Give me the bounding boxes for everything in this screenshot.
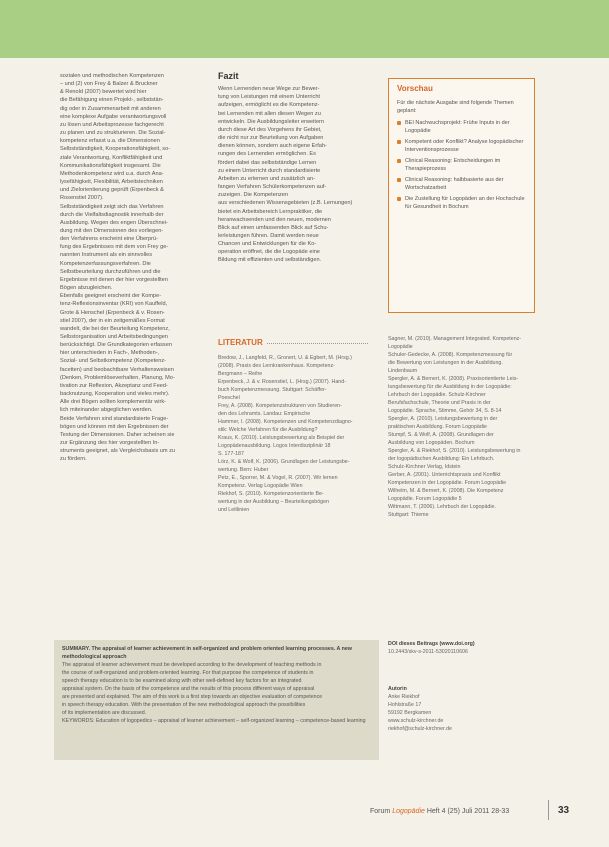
body-line: bögen und können mit den Ergebnissen der bbox=[60, 423, 169, 430]
reference-line: Spergler, A. & Riekhof, S. (2010). Leistungsbewertung in bbox=[388, 448, 521, 454]
body-line: Grote & Henschel (Erpenbeck & v. Rosen- bbox=[60, 309, 165, 316]
fazit-line: Chancen und Entwicklungen für die Ko- bbox=[218, 241, 317, 248]
vorschau-item bbox=[397, 138, 526, 154]
fazit-line: Bildung mit effizienten und selbständigen. bbox=[218, 257, 322, 264]
body-line: lich miteinander abgeglichen werden. bbox=[60, 407, 153, 414]
doi-value[interactable]: 10.2443/skv-s-2011-53020110606 bbox=[388, 649, 468, 655]
reference-line: und Leitlinien bbox=[218, 507, 250, 513]
summary-line: in speech therapy education. With the presentation of the new methodological approach the possibilities bbox=[62, 702, 306, 708]
body-line: Bögen abzugleichen. bbox=[60, 285, 113, 292]
fazit-line: Blick auf einen umfassenden Blick auf Schu- bbox=[218, 224, 329, 231]
body-line: zu lösen und Arbeitsprozesse fachgerecht bbox=[60, 121, 164, 128]
reference-line: Bergmann – Reihe bbox=[218, 371, 263, 377]
page-number: 33 bbox=[558, 805, 570, 816]
vorschau-list bbox=[397, 119, 526, 211]
left-column-text bbox=[60, 72, 208, 464]
body-line: – und (2) von Frey & Balzer & Bruckner bbox=[60, 81, 158, 88]
body-line: durch die Vielfaltsdiagnostik innerhalb der bbox=[60, 211, 164, 218]
body-line: Ergebnisse mit denen der hier vorgestellten bbox=[60, 276, 168, 283]
author-line: Anke Riekhof bbox=[388, 694, 420, 700]
vorschau-intro: Für die nächste Ausgabe sind folgende Themen geplant: bbox=[397, 100, 514, 114]
summary-title: SUMMARY. The appraisal of learner achievement in self-organized and problem oriented learning processes. A new methodological approach bbox=[62, 646, 352, 660]
body-line: zur Ergänzung des hier vorgestellten In- bbox=[60, 440, 160, 447]
reference-line: Gerber, A. (2001). Unterrichtspraxis und Konflikt bbox=[388, 472, 501, 478]
header-band bbox=[0, 0, 609, 58]
body-line: kompetenz erfasst u.a. die Dimensionen bbox=[60, 138, 160, 145]
fazit-line: entwickeln. Die Ausbildungsleiter erweitern bbox=[218, 118, 325, 125]
author-line: www.schulz-kirchner.de bbox=[388, 718, 444, 724]
reference-line: Lörz, K. & Wolf, K. (2006). Grundlagen der Leistungsbe- bbox=[218, 459, 350, 465]
author-details bbox=[388, 693, 538, 733]
summary-line: of its implementation are discussed. bbox=[62, 710, 147, 716]
body-line: berücksichtigt. Die Grundkategorien erfassen bbox=[60, 342, 172, 349]
reference-line: Spergler, A. (2010). Leistungsbewertung in der bbox=[388, 416, 498, 422]
vorschau-title: Vorschau bbox=[397, 84, 433, 93]
body-line: den Verfahrens erscheint eine Überprü- bbox=[60, 236, 158, 243]
fazit-heading: Fazit bbox=[218, 71, 239, 81]
reference-line: Riekhof, S. (2010). Kompetenzorientierte Be- bbox=[218, 491, 324, 497]
body-line: Methodenkompetenz wird u.a. durch Ana- bbox=[60, 170, 164, 177]
body-line: dung mit den Dimensionen des vorliegen- bbox=[60, 227, 164, 234]
fazit-line: tung von Leistungen mit einem Unterricht bbox=[218, 94, 320, 101]
vorschau-item bbox=[397, 157, 526, 173]
reference-line: Wittmann, T. (2006). Lehrbuch der Logopädie. bbox=[388, 504, 496, 510]
body-line: tivation zur Reflexion, Akzeptanz und Feed- bbox=[60, 382, 168, 389]
fazit-line: bei Lernenden mit allen diesen Wegen zu bbox=[218, 110, 321, 117]
body-line: Selbstständigkeit zeigt sich das Verfahren bbox=[60, 203, 164, 210]
footer-brand: Logopädie bbox=[392, 808, 425, 815]
fazit-line: zu einem Unterricht durch standardisierte bbox=[218, 167, 321, 174]
reference-line: wertung. Bern: Huber bbox=[218, 467, 269, 473]
fazit-line: bietet ein Arbeitsbereich Lernpraktiker, die bbox=[218, 208, 323, 215]
vorschau-item bbox=[397, 176, 526, 192]
reference-line: Petz, E., Sporrer, M. & Vogel, R. (2007). Wir lernen bbox=[218, 475, 338, 481]
body-line: zu fördern. bbox=[60, 456, 87, 463]
body-line: tenz-Reflexionsinventar (KRI) von Kauffeld, bbox=[60, 301, 168, 308]
fazit-line: Arbeiten zu erlernen und zusätzlich an- bbox=[218, 175, 316, 182]
bullet-icon bbox=[397, 159, 401, 163]
body-line: Ebenfalls geeignet erscheint der Kompe- bbox=[60, 293, 162, 300]
author-label: Autorin bbox=[388, 686, 407, 692]
reference-line: Schuler-Gedecke, A. (2008). Kompetenzmessung für bbox=[388, 352, 513, 358]
summary-body bbox=[62, 661, 371, 717]
reference-line: buch Kompetenzmessung. Stuttgart: Schäffer- bbox=[218, 387, 327, 393]
body-line: & Renold (2007) bewertet wird hier bbox=[60, 89, 147, 96]
reference-line: Logopädie. Forum Logopädie 5 bbox=[388, 496, 462, 502]
fazit-line: zuzeigen. Die Kompetenzen bbox=[218, 192, 288, 199]
reference-line: Hammer, I. (2008). Kompetenzen und Kompetenzdiagno- bbox=[218, 419, 353, 425]
body-line: nannten Instrument als ein sinnvolles bbox=[60, 252, 153, 259]
body-line: die Befähigung einen Projekt-, selbststän- bbox=[60, 97, 164, 104]
body-line: ziale Verantwortung, Konfliktfähigkeit und bbox=[60, 154, 163, 161]
fazit-line: Wenn Lernenden neue Wege zur Bewer- bbox=[218, 86, 320, 93]
fazit-line: fördert dabei das selbstständige Lernen bbox=[218, 159, 317, 166]
reference-line: Bredow, J., Langfeld, R., Gronert, U. & Egbert, M. (Hrsg.) bbox=[218, 355, 352, 361]
author-line: riekhof@schulz-kirchner.de bbox=[388, 726, 452, 732]
body-line: Selbstbeurteilung durchzuführen und die bbox=[60, 268, 161, 275]
reference-line: (2008). Praxis des Lernkrankenhaus. Kompetenz- bbox=[218, 363, 335, 369]
body-line: Ausbildung. Wegen des engen Überschnei- bbox=[60, 219, 168, 226]
body-line: lysefähigkeit, Flexibilität, Arbeitstechniken bbox=[60, 179, 163, 186]
literatur-heading: LITERATUR bbox=[218, 338, 267, 347]
footer-issue: Heft 4 (25) Juli 2011 28-33 bbox=[426, 808, 510, 815]
reference-line: die Bewertung von Leistungen in der Ausbildung. bbox=[388, 360, 503, 366]
vorschau-item bbox=[397, 119, 526, 135]
bullet-icon bbox=[397, 121, 401, 125]
reference-line: Spergler, A. & Bernert, K. (2008). Praxisorientierte Leis- bbox=[388, 376, 519, 382]
body-line: Sozial- und Selbstkompetenz (Kompetenz- bbox=[60, 358, 167, 365]
reference-line: Frey, A. (2008). Kompetenzstrukturen von Studieren- bbox=[218, 403, 342, 409]
reference-line: wertung in der Ausbildung – Beurteilungsbögen bbox=[218, 499, 330, 505]
bullet-icon bbox=[397, 140, 401, 144]
reference-line: Wilhelm, M. & Bernert, K. (2008). Die Kompetenz bbox=[388, 488, 504, 494]
summary-keywords: KEYWORDS: Education of logopedics – appraisal of learner achievement – self-organized learning – competence-based learning bbox=[62, 718, 366, 724]
footer-divider bbox=[548, 800, 549, 820]
author-block bbox=[388, 685, 538, 733]
reference-line: Schulz-Kirchner Verlag, Idstein bbox=[388, 464, 461, 470]
fazit-line: lerleistungen führen. Damit werden neue bbox=[218, 232, 319, 239]
vorschau-item-text: Kompetent oder Konflikt? Analyse logopädischer Interventionsprozesse bbox=[405, 139, 524, 153]
body-line: stiel 2007), der in ein zeitgemäßes Format bbox=[60, 317, 165, 324]
body-line: (Denken, Problemlöseverhalten, Planung, Mo- bbox=[60, 374, 175, 381]
bullet-icon bbox=[397, 178, 401, 182]
summary-line: appraisal system. On the basis of the competence and the results of this process different ways of appraisal bbox=[62, 686, 315, 692]
author-line: Hohlstraße 17 bbox=[388, 702, 422, 708]
summary-line: are presented and explained. The aim of this work is a first step towards an objective evaluation of competence bbox=[62, 694, 323, 700]
body-line: fung des Ergebnisses mit dem von Frey ge- bbox=[60, 244, 169, 251]
body-line: und Zielorientierung geprüft (Erpenbeck & bbox=[60, 187, 164, 194]
vorschau-box bbox=[388, 78, 535, 313]
summary-line: speech therapy education is to be examined along with other well-defined key factors for an integrated bbox=[62, 678, 302, 684]
reference-line: Logopädenausbildung. Logos Interdisziplinär 18 bbox=[218, 443, 331, 449]
body-line: hier unterschieden in Fach-, Methoden-, bbox=[60, 350, 160, 357]
body-line: Selbstorganisation und Arbeitsbedingungen bbox=[60, 334, 168, 340]
fazit-line: operation eröffnet, die die Logopäde eine bbox=[218, 249, 320, 256]
body-line: backnutzung, Kooperation und vieles mehr). bbox=[60, 391, 170, 398]
vorschau-item-text: BEI Nachwuchsprojekt: Frühe Inputs in der Logopädie bbox=[405, 120, 510, 134]
fazit-section bbox=[218, 72, 373, 265]
body-line: Kompetenzerfassungsverfahren. Die bbox=[60, 260, 151, 267]
vorschau-item-text: Die Zustellung für Logopäden an der Hochschule für Gesundheit in Bochum bbox=[405, 196, 525, 210]
body-line: Rosenstiel 2007). bbox=[60, 195, 104, 202]
bullet-icon bbox=[397, 197, 401, 201]
vorschau-item bbox=[397, 195, 526, 211]
reference-line: Kompetenzen in der Logopädie. Forum Logopädie bbox=[388, 480, 507, 486]
footer-prefix: Forum bbox=[370, 808, 391, 815]
reference-line: Logopädie. Sprache, Stimme, Gehör 34, S. 8-14 bbox=[388, 408, 502, 414]
reference-line: Berufsfachschule, Theorie und Praxis in der bbox=[388, 400, 491, 406]
reference-line: Lindenbaum bbox=[388, 368, 418, 374]
summary-box bbox=[54, 640, 379, 760]
fazit-line: die nicht nur zur Beurteilung von Aufgaben bbox=[218, 135, 324, 142]
reference-line: den des Lehramts. Landau: Empirische bbox=[218, 411, 311, 417]
body-line: Alle drei Bögen sollten komplementär wirk- bbox=[60, 399, 167, 406]
reference-line: Logopädie bbox=[388, 344, 413, 350]
reference-line: Kraus, K. (2010). Leistungsbewertung als Beispiel der bbox=[218, 435, 345, 441]
reference-line: Poeschel bbox=[218, 395, 240, 401]
literatur-list-left bbox=[218, 354, 373, 514]
fazit-line: durch diese Art des Vorgehens ihr Gebiet, bbox=[218, 126, 322, 133]
doi-block bbox=[388, 640, 538, 656]
summary-line: the course of self-organized and problem-oriented learning. For that purpose the competence of students in bbox=[62, 670, 314, 676]
author-line: 59192 Bergkamen bbox=[388, 710, 432, 716]
body-line: zu planen und zu strukturieren. Die Sozial- bbox=[60, 130, 166, 137]
body-line: Beide Verfahren sind standardisierte Frage- bbox=[60, 415, 169, 422]
reference-line: Kompetenz. Verlag Logopädie Wien bbox=[218, 483, 303, 489]
reference-line: der logopädischen Ausbildung: Ein Lehrbuch. bbox=[388, 456, 495, 462]
literatur-list-right bbox=[388, 335, 538, 519]
page-footer bbox=[370, 808, 509, 815]
body-line: sozialen und methodischen Kompetenzen bbox=[60, 73, 164, 79]
reference-line: Sagner, M. (2010). Management Integrated. Kompetenz- bbox=[388, 336, 522, 342]
reference-line: tungsbewertung für die Ausbildung in der Logopädie: bbox=[388, 384, 512, 390]
reference-line: Stuttgart: Thieme bbox=[388, 512, 429, 518]
body-line: Testung der Dimensionen. Daher scheinen sie bbox=[60, 431, 175, 438]
vorschau-item-text: Clinical Reasoning: halbbasierte aus der Wortschatzarbeit bbox=[405, 177, 504, 191]
vorschau-item-text: Clinical Reasoning: Entscheidungen im Therapieprozess bbox=[405, 158, 501, 172]
fazit-line: aufzeigen, ermöglicht es die Kompetenz- bbox=[218, 102, 320, 109]
body-line: struments geeignet, als Vergleichsbasis um zu bbox=[60, 448, 176, 455]
body-line: dig oder in Zusammenarbeit mit anderen bbox=[60, 105, 161, 112]
reference-line: Lehrbuch der Logopädie. Schulz-Kirchner bbox=[388, 392, 486, 398]
fazit-line: rungen des Lernenden ermöglichen. Es bbox=[218, 151, 316, 158]
fazit-line: fangen Verfahren Schülerkompetenzen auf- bbox=[218, 184, 327, 191]
fazit-line: heranwachsenden und den neuen, modernen bbox=[218, 216, 331, 223]
body-line: eine komplexe Aufgabe verantwortungsvoll bbox=[60, 113, 167, 120]
fazit-line: dienen können, sondern auch eigene Erfah- bbox=[218, 143, 327, 150]
reference-line: S. 177-187 bbox=[218, 451, 244, 457]
reference-line: praktischen Ausbildung. Forum Logopädie bbox=[388, 424, 487, 430]
body-line: facetten) und beobachtbare Verhaltensweisen bbox=[60, 366, 174, 373]
reference-line: stik: Welche Verfahren für die Ausbildung? bbox=[218, 427, 318, 433]
fazit-body bbox=[218, 85, 373, 264]
body-line: Kommunikationsfähigkeit insgesamt. Die bbox=[60, 162, 161, 169]
doi-label: DOI dieses Beitrags (www.doi.org) bbox=[388, 641, 475, 647]
body-line: wandelt, die bei der Beurteilung Kompetenz, bbox=[60, 325, 170, 332]
reference-line: Erpenbeck, J. & v. Rosenstiel, L. (Hrsg.) (2007). Hand- bbox=[218, 379, 346, 385]
reference-line: Stumpf, S. & Wolf, A. (2008). Grundlagen der bbox=[388, 432, 494, 438]
summary-line: The appraisal of learner achievement must be developed according to the development of teaching methods in bbox=[62, 662, 322, 668]
body-line: Selbstständigkeit, Kooperationsfähigkeit, so- bbox=[60, 146, 171, 153]
reference-line: Ausbildung von Logopäden. Bochum bbox=[388, 440, 475, 446]
fazit-line: aus verschiedenen Wissensgebieten (z.B. Lernungen) bbox=[218, 200, 353, 207]
